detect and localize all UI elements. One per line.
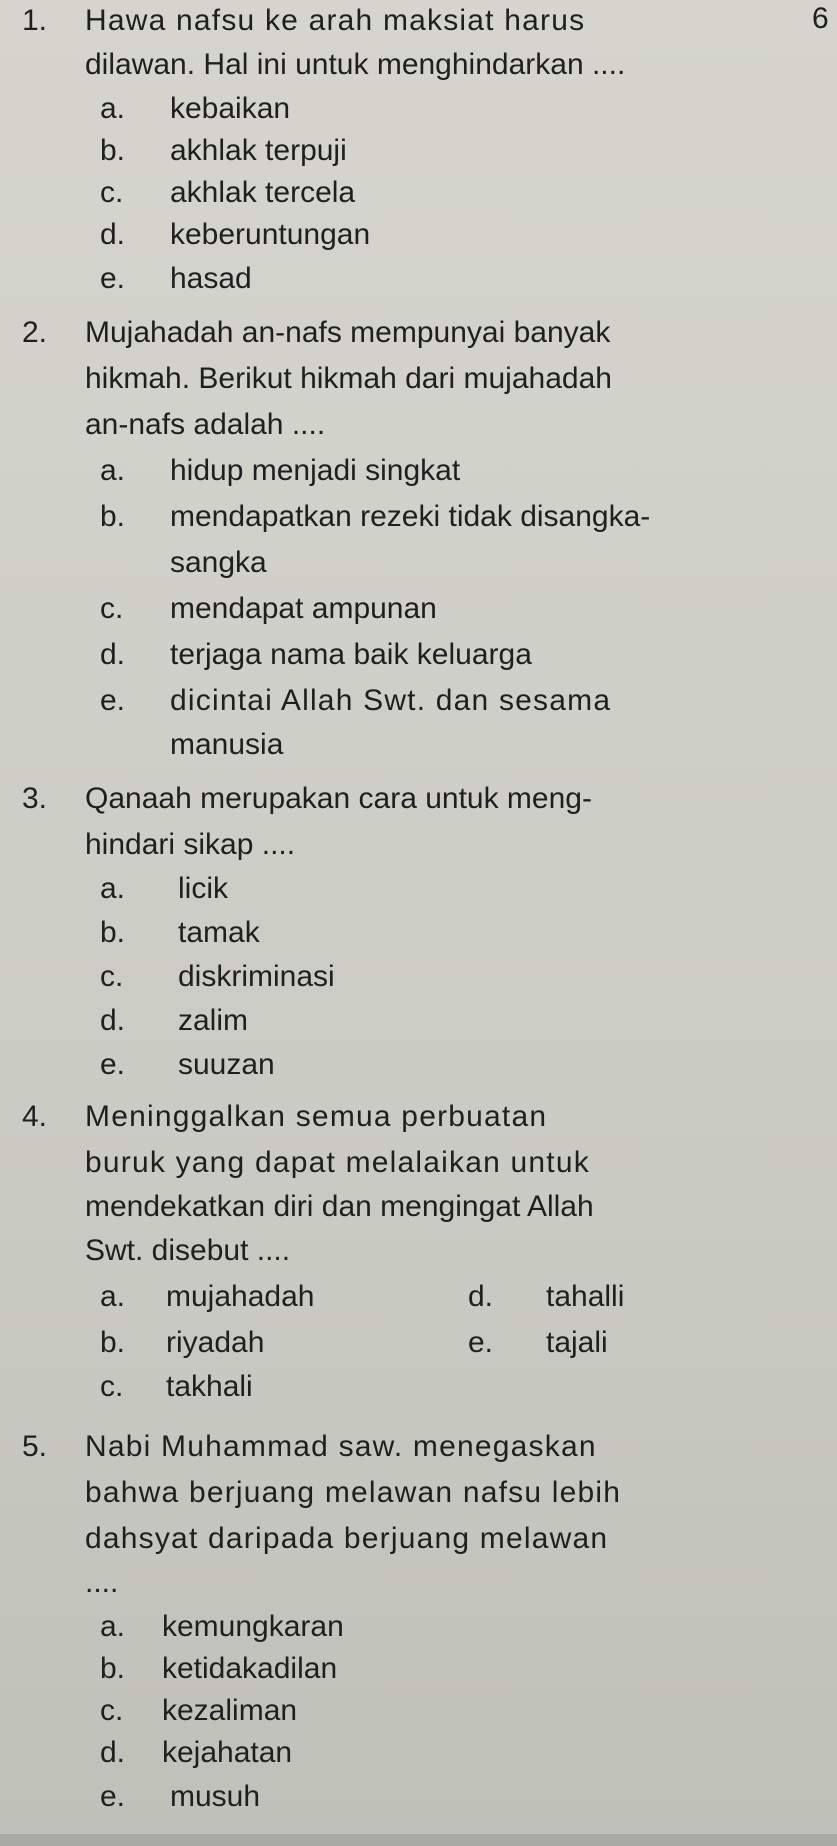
question-stem-line: Swt. disebut .... <box>85 1234 291 1267</box>
question-number: 1. <box>22 4 48 37</box>
question-stem-line: Meninggalkan semua perbuatan <box>85 1100 548 1133</box>
option-text: zalim <box>178 1004 249 1037</box>
option-text: dicintai Allah Swt. dan sesama <box>170 684 612 717</box>
question-number: 4. <box>22 1100 48 1133</box>
option-text: terjaga nama baik keluarga <box>170 638 532 671</box>
option-letter: b. <box>100 916 126 949</box>
option-letter: c. <box>100 176 124 209</box>
question-stem-line: an-nafs adalah .... <box>85 408 326 441</box>
option-text: ketidakadilan <box>162 1652 338 1685</box>
question-stem-line: .... <box>85 1566 119 1599</box>
question-number: 3. <box>22 782 48 815</box>
question-stem-line: hikmah. Berikut hikmah dari mujahadah <box>85 362 612 395</box>
option-text: tamak <box>178 916 260 949</box>
question-stem-line: mendekatkan diri dan mengingat Allah <box>85 1190 594 1223</box>
option-letter: c. <box>100 960 124 993</box>
question-stem-line: Hawa nafsu ke arah maksiat harus <box>85 4 586 37</box>
option-text: suuzan <box>178 1048 275 1081</box>
option-letter: d. <box>100 1736 126 1769</box>
question-stem-line: Qanaah merupakan cara untuk meng- <box>85 782 592 815</box>
question-stem-line: dilawan. Hal ini untuk menghindarkan .... <box>85 48 626 81</box>
question-number: 2. <box>22 316 48 349</box>
option-text: mendapat ampunan <box>170 592 437 625</box>
option-text: hidup menjadi singkat <box>170 454 461 487</box>
option-letter: a. <box>100 872 126 905</box>
option-letter: c. <box>100 1370 124 1403</box>
option-text: licik <box>178 872 228 905</box>
option-letter: e. <box>100 684 126 717</box>
question-stem-line: hindari sikap .... <box>85 828 296 861</box>
option-letter: c. <box>100 1694 124 1727</box>
option-letter: e. <box>468 1326 494 1359</box>
option-text: riyadah <box>166 1326 265 1359</box>
option-letter: a. <box>100 92 126 125</box>
option-letter: d. <box>100 1004 126 1037</box>
option-letter: a. <box>100 1610 126 1643</box>
option-letter: b. <box>100 1652 126 1685</box>
option-letter: d. <box>468 1280 494 1313</box>
question-number: 5. <box>22 1430 48 1463</box>
option-letter: e. <box>100 1780 126 1813</box>
option-text: mujahadah <box>166 1280 315 1313</box>
option-letter: a. <box>100 1280 126 1313</box>
question-stem-line: Nabi Muhammad saw. menegaskan <box>85 1430 597 1463</box>
option-text: tajali <box>546 1326 608 1359</box>
option-letter: b. <box>100 1326 126 1359</box>
option-letter: c. <box>100 592 124 625</box>
option-text-continued: manusia <box>170 728 284 761</box>
option-letter: e. <box>100 1048 126 1081</box>
option-text: mendapatkan rezeki tidak disangka- <box>170 500 651 533</box>
option-text: tahalli <box>546 1280 625 1313</box>
option-text: kemungkaran <box>162 1610 344 1643</box>
question-stem-line: dahsyat daripada berjuang melawan <box>85 1522 609 1555</box>
option-letter: e. <box>100 262 126 295</box>
question-stem-line: bahwa berjuang melawan nafsu lebih <box>85 1476 622 1509</box>
option-text-continued: sangka <box>170 546 267 579</box>
option-text: kezaliman <box>162 1694 298 1727</box>
option-letter: d. <box>100 218 126 251</box>
option-letter: b. <box>100 500 126 533</box>
option-text: kebaikan <box>170 92 291 125</box>
option-text: takhali <box>166 1370 253 1403</box>
option-letter: d. <box>100 638 126 671</box>
option-text: akhlak tercela <box>170 176 356 209</box>
option-text: hasad <box>170 262 252 295</box>
option-text: musuh <box>170 1780 261 1813</box>
option-text: akhlak terpuji <box>170 134 347 167</box>
option-letter: a. <box>100 454 126 487</box>
option-letter: b. <box>100 134 126 167</box>
option-text: diskriminasi <box>178 960 335 993</box>
option-text: kejahatan <box>162 1736 293 1769</box>
question-stem-line: Mujahadah an-nafs mempunyai banyak <box>85 316 611 349</box>
bottom-edge-strip <box>0 1834 837 1846</box>
top-edge-mark <box>36 0 156 3</box>
question-stem-line: buruk yang dapat melalaikan untuk <box>85 1146 590 1179</box>
option-text: keberuntungan <box>170 218 371 251</box>
page-number: 6 <box>812 2 829 35</box>
